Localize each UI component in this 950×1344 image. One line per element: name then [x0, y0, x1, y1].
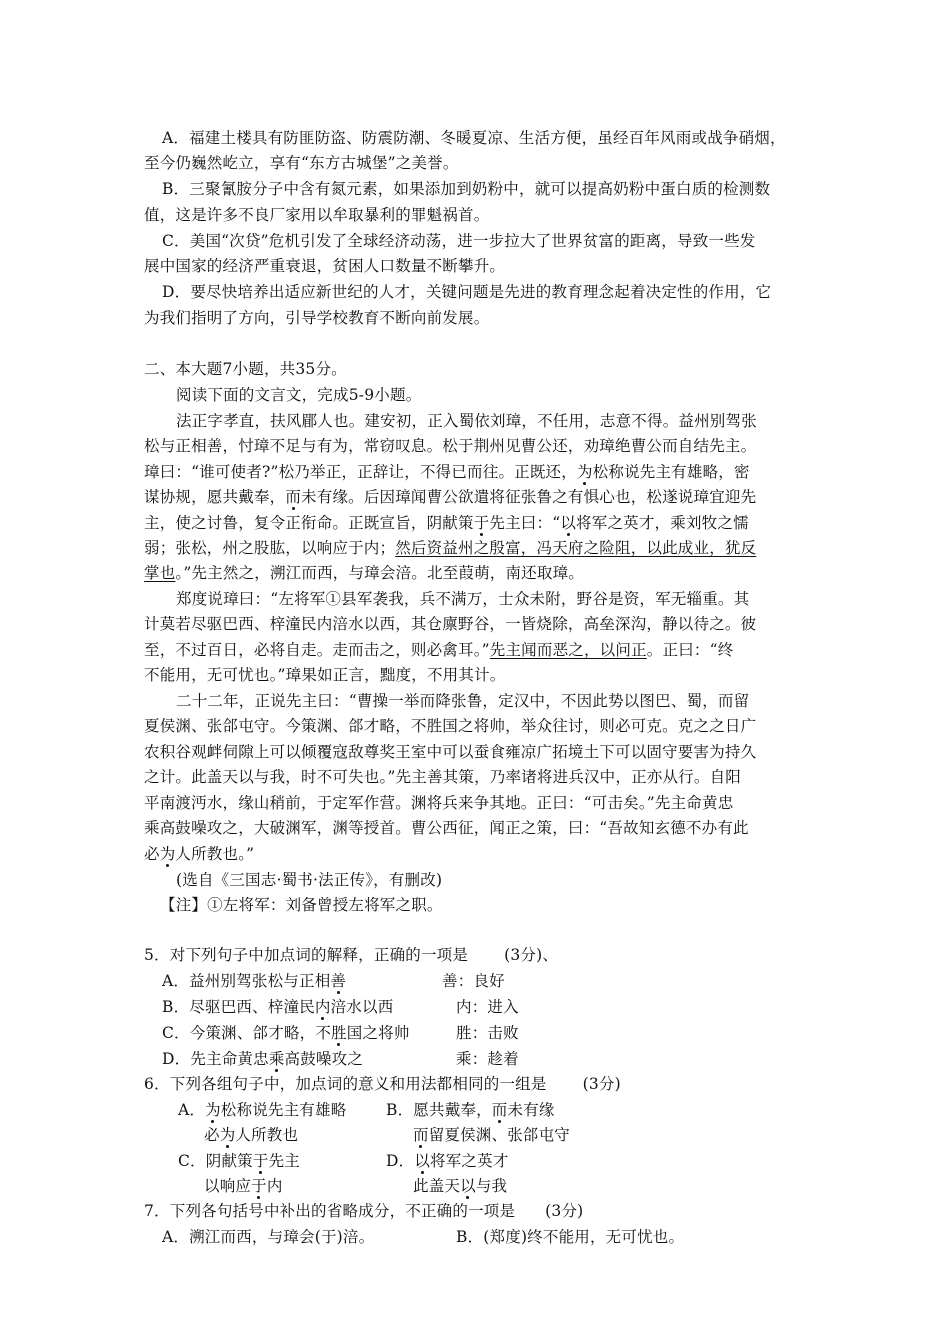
passage-p2-line3: 至，不过百日，必将自走。走而击之，则必禽耳。”先主闻而恶之，以问正。正曰：“终: [144, 641, 734, 659]
passage-p3-line4: 之计。此盖天以与我，时不可失也。”先主善其策，乃率诸将进兵汉中，正亦从行。自阳: [144, 768, 741, 786]
q4-option-c-line1: C．美国“次贷”危机引发了全球经济动荡，进一步拉大了世界贫富的距离，导致一些发: [162, 232, 756, 250]
passage-p1-line4: 谋协规，愿共戴奉，而未有缘。后因璋闻曹公欲遣将征张鲁之有惧心也，松遂说璋宜迎先: [144, 488, 757, 506]
q4-option-a-line2: 至今仍巍然屹立，享有“东方古城堡”之美誉。: [144, 154, 459, 172]
q4-option-d-line1: D．要尽快培养出适应新世纪的人才，关键问题是先进的教育理念起着决定性的作用，它: [162, 283, 772, 301]
dotted-word: 以: [560, 514, 577, 532]
passage-p3-line3: 农积谷观衅伺隙上可以倾覆寇敌尊奖王室中可以蚕食雍凉广拓境土下可以固守要害为持久: [144, 743, 757, 761]
q6-option-b-line1: B．愿共戴奉，而未有缘: [386, 1101, 555, 1119]
q5-option-a: A．益州别驾张松与正相善: [162, 972, 347, 990]
dotted-word: 而: [413, 1126, 429, 1144]
dotted-word: 为: [159, 845, 176, 863]
underlined-sentence: 先主闻而恶之，以问正: [489, 641, 647, 659]
passage-p3-line6: 乘高鼓噪攻之，大破渊军，渊等授首。曹公西征，闻正之策，曰：“吾故知玄德不办有此: [144, 819, 749, 837]
dotted-word: 而: [285, 488, 302, 506]
q6-option-c-line2: 以响应于内: [204, 1177, 283, 1195]
passage-p1-line1: 法正字孝直，扶风郿人也。建安初，正入蜀依刘璋，不任用，志意不得。益州别驾张: [176, 412, 757, 430]
passage-p1-line6: 弱；张松，州之股肱，以响应于内；然后资益州之殷富，冯天府之险阻，以此成业，犹反: [144, 539, 757, 557]
dotted-word: 于: [473, 514, 490, 532]
q6-stem: 6．下列各组句子中，加点词的意义和用法都相同的一组是 (3分): [144, 1075, 621, 1093]
q5-option-c-gloss: 胜：击败: [456, 1024, 519, 1042]
dotted-word: 以: [460, 1177, 476, 1195]
dotted-word: 于: [251, 1177, 267, 1195]
passage-p3-line2: 夏侯渊、张郃屯守。今策渊、郃才略，不胜国之将帅，举众往讨，则必可克。克之之日广: [144, 717, 757, 735]
passage-p2-line4: 不能用，无可忧也。”璋果如正言，黜度，不用其计。: [144, 666, 506, 684]
dotted-word: 善: [330, 972, 347, 990]
dotted-word: 为: [576, 463, 593, 481]
q5-option-a-gloss: 善：良好: [442, 972, 505, 990]
q6-option-b-line2: 而留夏侯渊、张郃屯守: [413, 1126, 571, 1144]
q4-option-a-line1: A．福建土楼具有防匪防盗、防震防潮、冬暖夏凉、生活方便，虽经百年风雨或战争硝烟，: [162, 129, 786, 147]
section-heading: 二、本大题7小题，共35分。: [144, 360, 347, 378]
q5-option-d: D．先主命黄忠乘高鼓噪攻之: [162, 1050, 364, 1068]
passage-note: 【注】①左将军：刘备曾授左将军之职。: [160, 896, 443, 914]
q6-option-a-line2: 必为人所教也: [204, 1126, 299, 1144]
section-instruction: 阅读下面的文言文，完成5-9小题。: [176, 386, 422, 404]
q6-option-d-line2: 此盖天以与我: [413, 1177, 508, 1195]
dotted-word: 而: [491, 1101, 508, 1119]
dotted-word: 胜: [331, 1024, 347, 1042]
q4-option-b-line1: B．三聚氰胺分子中含有氮元素，如果添加到奶粉中，就可以提高奶粉中蛋白质的检测数: [162, 180, 771, 198]
passage-p1-line7: 掌也。”先主然之，溯江而西，与璋会涪。北至葭萌，南还取璋。: [144, 564, 584, 582]
q4-option-c-line2: 展中国家的经济严重衰退，贫困人口数量不断攀升。: [144, 257, 506, 275]
q5-option-b: B．尽驱巴西、梓潼民内涪水以西: [162, 998, 394, 1016]
passage-p2-line2: 计莫若尽驱巴西、梓潼民内涪水以西，其仓廪野谷，一皆烧除，高垒深沟，静以待之。彼: [144, 615, 757, 633]
dotted-word: 乘: [268, 1050, 285, 1068]
passage-p1-line5: 主，使之讨鲁，复令正衔命。正既宣旨，阴献策于先主曰：“以将军之英才，乘刘牧之懦: [144, 514, 749, 532]
passage-source: (选自《三国志·蜀书·法正传》，有删改): [176, 871, 443, 889]
dotted-word: 为: [219, 1126, 236, 1144]
passage-p3-line5: 平南渡沔水，缘山稍前，于定军作营。渊将兵来争其地。正曰：“可击矣。”先主命黄忠: [144, 794, 734, 812]
passage-p1-line3: 璋曰：“谁可使者?”松乃举正，正辞让，不得已而往。正既还，为松称说先主有雄略，密: [144, 463, 750, 481]
q6-option-c-line1: C．阴献策于先主: [178, 1152, 300, 1170]
underlined-sentence: 掌也: [144, 564, 176, 582]
dotted-word: 以: [414, 1152, 431, 1170]
q5-option-d-gloss: 乘：趁着: [456, 1050, 519, 1068]
q7-stem: 7．下列各句括号中补出的省略成分，不正确的一项是 (3分): [144, 1202, 584, 1220]
passage-p3-line1: 二十二年，正说先主曰：“曹操一举而降张鲁，定汉中，不因此势以图巴、蜀，而留: [176, 692, 750, 710]
q6-option-d-line1: D．以将军之英才: [386, 1152, 509, 1170]
q4-option-d-line2: 为我们指明了方向，引导学校教育不断向前发展。: [144, 309, 490, 327]
q4-option-b-line2: 值，这是许多不良厂家用以牟取暴利的罪魁祸首。: [144, 206, 490, 224]
q5-stem: 5．对下列句子中加点词的解释，正确的一项是 (3分)、: [144, 946, 559, 964]
dotted-word: 内: [314, 998, 331, 1016]
q5-option-b-gloss: 内：进入: [456, 998, 519, 1016]
q7-option-b: B．(郑度)终不能用，无可忧也。: [456, 1228, 685, 1246]
passage-p3-line7: 必为人所教也。”: [144, 845, 255, 863]
q6-option-a-line1: A．为松称说先主有雄略: [178, 1101, 347, 1119]
underlined-sentence: 然后资益州之殷富，冯天府之险阻，以此成业，犹反: [395, 539, 757, 557]
dotted-word: 于: [252, 1152, 269, 1170]
q5-option-c: C．今策渊、郃才略，不胜国之将帅: [162, 1024, 410, 1042]
passage-p2-line1: 郑度说璋曰：“左将军①县军袭我，兵不满万，士众未附，野谷是资，军无辎重。其: [176, 590, 750, 608]
passage-p1-line2: 松与正相善，忖璋不足与有为，常窃叹息。松于荆州见曹公还，劝璋绝曹公而自结先主。: [144, 437, 757, 455]
q7-option-a: A．溯江而西，与璋会(于)涪。: [162, 1228, 375, 1246]
dotted-word: 为: [205, 1101, 221, 1119]
